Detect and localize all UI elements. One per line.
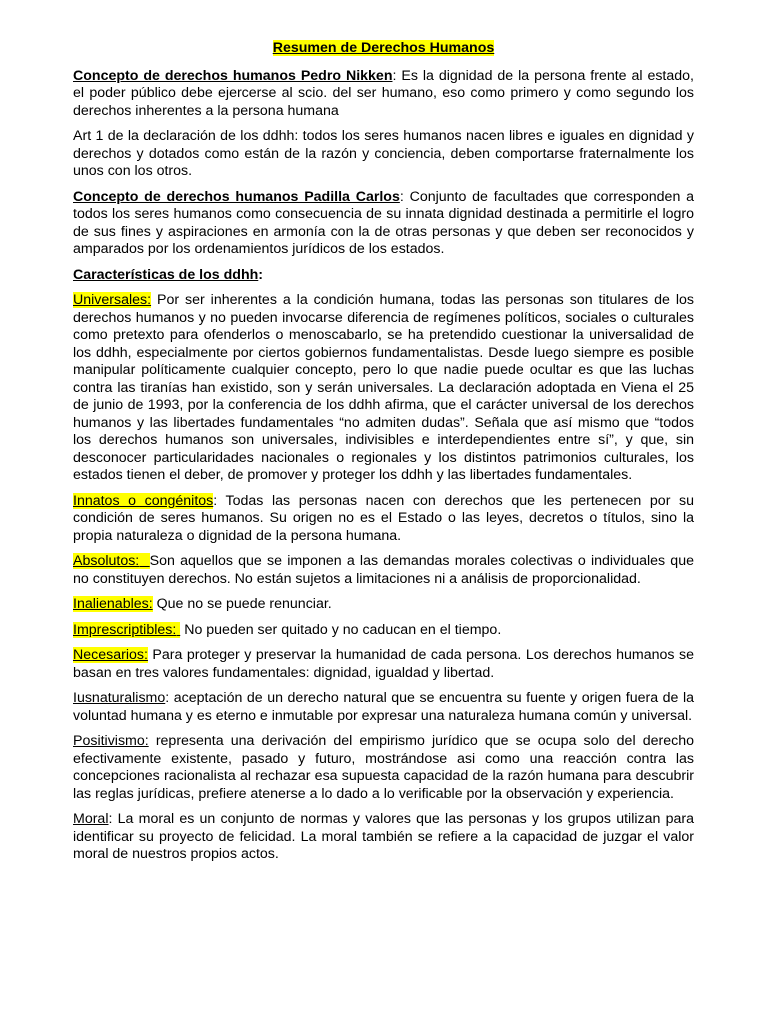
paragraph-positivismo [73, 733, 694, 803]
paragraph-text: representa una derivación del empirismo jurídico que se ocupa solo del derecho efectivamente existente, pasado y futuro, mostrándose asi como una reacción contra las concepciones racionalista al rechazar esa supuesta capacidad de la razón humana para descubrir las reglas jurídicas, prefiere atenerse a lo dado a lo verificable por la observación y experiencia. [73, 733, 694, 802]
heading-text: Características de los ddhh [73, 266, 259, 283]
term-iusnaturalismo: Iusnaturalismo [73, 690, 166, 706]
term-absolutos-spacer [139, 553, 149, 569]
term-concepto-nikken: Concepto de derechos humanos Pedro Nikken [73, 67, 393, 84]
term-inalienables: Inalienables: [73, 596, 153, 612]
heading-colon: : [258, 266, 264, 283]
term-imprescriptibles: Imprescriptibles: [73, 621, 177, 638]
paragraph-inalienables [73, 596, 694, 614]
term-positivismo: Positivismo: [73, 733, 149, 749]
paragraph-text: Por ser inherentes a la condición humana, todas las personas son titulares de los derechos humanos y no pueden invocarse diferencia de regímenes políticos, sociales o culturales como pretexto para ofenderlos o menoscabarlo, se ha pretendido cuestionar la universalidad de los ddhh, especialmente por ciertos gobiernos fundamentalistas. Desde luego siempre es posible manipular políticamente cualquier concepto, pero lo que nadie puede ocultar es que las luchas contra las tiranías han existido, son y serán universales. La declaración adoptada en Viena el 25 de junio de 1993, por la conferencia de los ddhh afirma, que el carácter universal de los derechos humanos y las libertades fundamentales “no admiten dudas”. Señala que así mismo que “todos los derechos humanos son universales, indivisibles e interdependientes entre sí”, y que, sin desconocer particularidades nacionales o regionales y los distintos patrimonios culturales, los estados tienen el deber, de promover y proteger los ddhh y las libertades fundamentales. [73, 292, 694, 483]
paragraph-absolutos [73, 553, 694, 588]
term-concepto-padilla: Concepto de derechos humanos Padilla Carlos [73, 188, 400, 205]
paragraph-text: : La moral es un conjunto de normas y valores que las personas y los grupos utilizan para identificar su proyecto de felicidad. La moral también se refiere a la capacidad de juzgar el valor moral de nuestros propios actos. [73, 811, 694, 862]
section-heading-caracteristicas [73, 267, 694, 285]
document-title-text: Resumen de Derechos Humanos [272, 40, 495, 56]
term-absolutos: Absolutos: [73, 553, 140, 569]
term-necesarios: Necesarios: [73, 647, 148, 663]
paragraph-innatos [73, 493, 694, 546]
paragraph-iusnaturalismo [73, 690, 694, 725]
paragraph-text: Conjunto de facultades que corresponden a todos los seres humanos como consecuencia de su innata dignidad destinada a permitirle el logro de sus fines y aspiraciones en armonía con la de otras personas y que deben ser reconocidos y amparados por los ordenamientos jurídicos de los estados. [73, 188, 694, 257]
paragraph-art1 [73, 128, 694, 181]
paragraph-text: : aceptación de un derecho natural que se encuentra su fuente y origen fuera de la voluntad humana y es eterno e inmutable por expresar una naturaleza humana común y universal. [73, 690, 694, 724]
term-colon: : [399, 188, 404, 205]
paragraph-text: Que no se puede renunciar. [152, 596, 332, 612]
paragraph-moral [73, 811, 694, 864]
paragraph-nikken [73, 68, 694, 121]
paragraph-text: : Todas las personas nacen con derechos que les pertenecen por su condición de seres humanos. Su origen no es el Estado o las leyes, decretos o títulos, sino la propia naturaleza o dignidad de la persona humana. [73, 492, 695, 544]
paragraph-necesarios [73, 647, 694, 682]
paragraph-text: Para proteger y preservar la humanidad de cada persona. Los derechos humanos se basan en tres valores fundamentales: dignidad, igualdad y libertad. [73, 647, 694, 681]
paragraph-text: Es la dignidad de la persona frente al estado, el poder público debe ejercerse al scio. del ser humano, eso como primero y como segundo los derechos inherentes a la persona humana [73, 67, 694, 119]
term-innatos: Innatos o congénitos [73, 492, 214, 509]
term-universales: Universales: [73, 292, 152, 308]
paragraph-text: No pueden ser quitado y no caducan en el tiempo. [180, 621, 502, 638]
term-moral: Moral [73, 811, 109, 827]
paragraph-text: Son aquellos que se imponen a las demandas morales colectivas o individuales que no constituyen derechos. No están sujetos a limitaciones ni a análisis de proporcionalidad. [73, 553, 694, 587]
document-page [73, 40, 694, 872]
term-colon: : [392, 67, 397, 84]
paragraph-padilla [73, 189, 694, 259]
document-title [73, 40, 694, 58]
paragraph-text: Art 1 de la declaración de los ddhh: todos los seres humanos nacen libres e iguales en dignidad y derechos y dotados como están de la razón y conciencia, deben comportarse fraternalmente los unos con los otros. [73, 128, 694, 179]
paragraph-imprescriptibles [73, 622, 694, 640]
paragraph-universales [73, 292, 694, 485]
